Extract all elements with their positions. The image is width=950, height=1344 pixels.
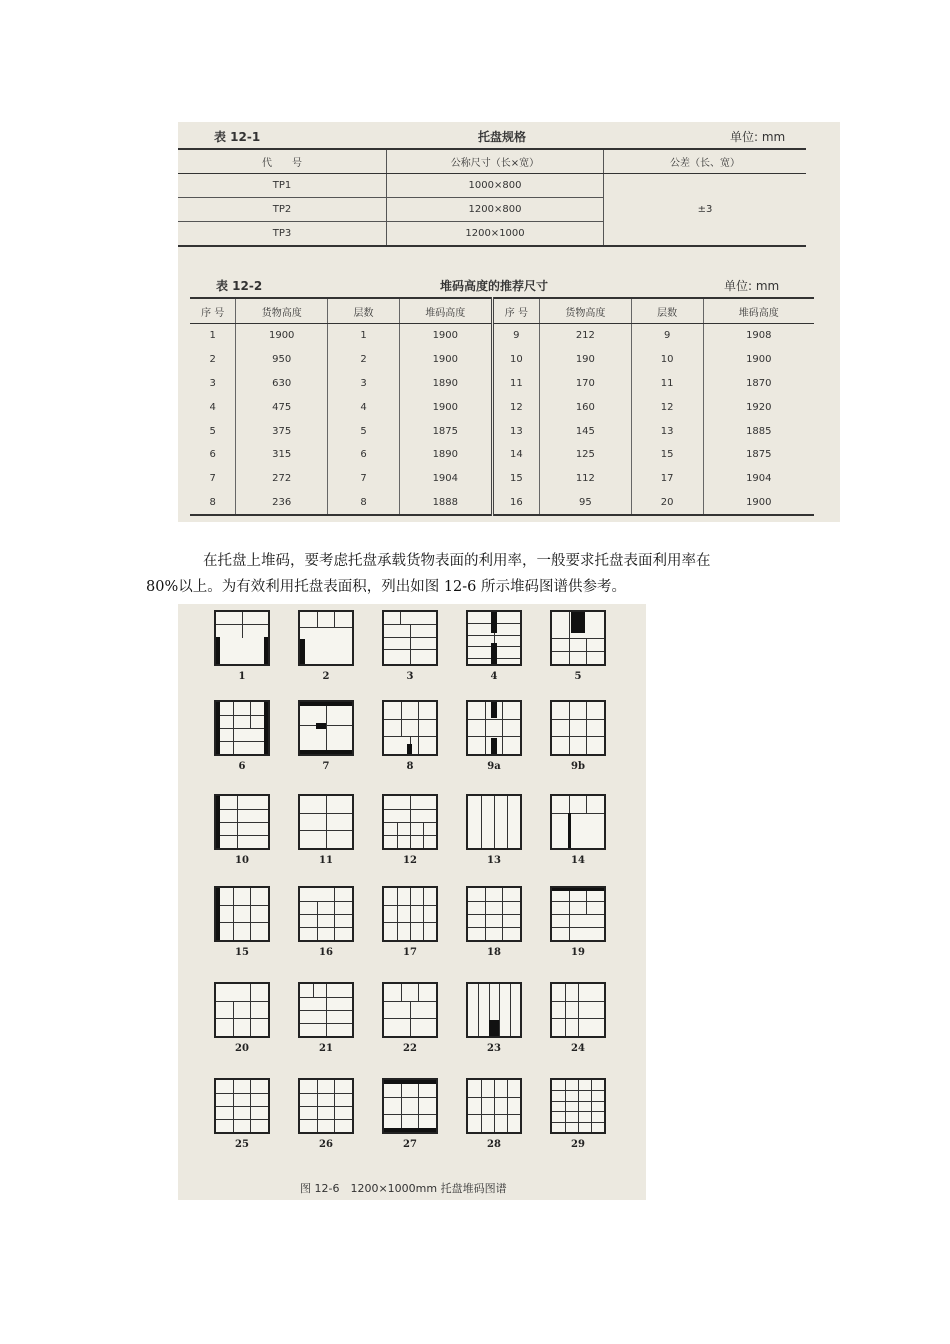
pattern-line bbox=[233, 702, 234, 754]
pattern-line bbox=[410, 888, 411, 940]
pattern-filled-block bbox=[571, 612, 586, 633]
stacking-pattern-diagram bbox=[298, 700, 354, 756]
pattern-line bbox=[481, 796, 482, 848]
pattern-line bbox=[502, 888, 503, 940]
cell-code: TP2 bbox=[178, 198, 387, 222]
pattern-line bbox=[250, 1080, 251, 1132]
col-header-tolerance: 公差（长、宽） bbox=[604, 149, 807, 174]
pattern-line bbox=[591, 1080, 592, 1132]
diagram-label: 29 bbox=[571, 1139, 585, 1150]
pattern-filled-block bbox=[489, 1020, 499, 1036]
diagram-label: 21 bbox=[319, 1043, 333, 1054]
table-cell: 20 bbox=[631, 491, 703, 516]
table-cell: 170 bbox=[540, 372, 632, 396]
table-row bbox=[190, 443, 814, 467]
diagram-label: 8 bbox=[406, 761, 414, 772]
table-cell: 13 bbox=[492, 419, 539, 443]
pattern-line bbox=[468, 927, 520, 928]
pattern-filled-block bbox=[300, 702, 352, 706]
pattern-line bbox=[468, 914, 520, 915]
table-cell: 125 bbox=[540, 443, 632, 467]
diagram-label: 1 bbox=[238, 671, 246, 682]
pattern-line bbox=[494, 796, 495, 848]
table1-title: 托盘规格 bbox=[478, 130, 527, 144]
table-cell: 1 bbox=[209, 330, 216, 342]
diagram-label: 11 bbox=[319, 855, 333, 866]
pattern-filled-block bbox=[216, 637, 220, 664]
stacking-pattern-diagram bbox=[382, 982, 438, 1038]
table-cell: 190 bbox=[540, 348, 632, 372]
pattern-line bbox=[233, 1080, 234, 1132]
pattern-line bbox=[499, 984, 500, 1036]
table-cell: 6 bbox=[328, 443, 400, 467]
pattern-filled-block bbox=[300, 750, 352, 754]
table-cell: 95 bbox=[540, 491, 632, 516]
pattern-line bbox=[586, 888, 587, 914]
table-cell: 15 bbox=[492, 467, 539, 491]
pattern-line bbox=[552, 813, 604, 814]
pattern-line bbox=[418, 1080, 419, 1132]
pattern-filled-block bbox=[384, 1080, 436, 1084]
pattern-line bbox=[410, 796, 411, 848]
table1-number: 表 12-1 bbox=[214, 130, 261, 144]
table-row bbox=[190, 419, 814, 443]
pattern-filled-block bbox=[216, 702, 220, 754]
table-cell: 1900 bbox=[703, 348, 814, 372]
pattern-line bbox=[317, 901, 318, 940]
table-cell: 3 bbox=[209, 377, 216, 389]
pattern-line bbox=[326, 702, 327, 754]
pattern-line bbox=[326, 796, 327, 848]
pattern-line bbox=[334, 1080, 335, 1132]
table-row bbox=[190, 372, 814, 396]
col-header-size: 公称尺寸（长×宽） bbox=[387, 149, 604, 174]
col-header: 序 号 bbox=[492, 298, 539, 324]
pattern-line bbox=[216, 1093, 268, 1094]
col-header: 序 号 bbox=[190, 298, 236, 324]
table-cell: 16 bbox=[492, 491, 539, 516]
col-header: 层数 bbox=[631, 298, 703, 324]
pattern-line bbox=[216, 809, 268, 810]
pattern-line bbox=[250, 888, 251, 940]
pattern-line bbox=[384, 1097, 436, 1098]
cell-size: 1200×800 bbox=[387, 198, 604, 222]
pattern-line bbox=[478, 984, 479, 1036]
pattern-line bbox=[233, 1001, 234, 1036]
pattern-line bbox=[233, 888, 234, 940]
diagram-label: 24 bbox=[571, 1043, 585, 1054]
table-cell: 160 bbox=[540, 395, 632, 419]
diagram-label: 20 bbox=[235, 1043, 249, 1054]
table-cell: 11 bbox=[492, 372, 539, 396]
pattern-line bbox=[507, 796, 508, 848]
table-cell: 1908 bbox=[703, 324, 814, 348]
table-cell: 3 bbox=[328, 372, 400, 396]
table-cell: 10 bbox=[492, 348, 539, 372]
table-cell: 4 bbox=[328, 395, 400, 419]
pattern-line bbox=[565, 1080, 566, 1132]
diagram-label: 4 bbox=[490, 671, 498, 682]
pattern-filled-block bbox=[491, 702, 497, 718]
table-cell: 1890 bbox=[399, 372, 492, 396]
table-cell: 17 bbox=[631, 467, 703, 491]
table2-unit: 单位: mm bbox=[724, 279, 780, 293]
table-cell: 1904 bbox=[703, 467, 814, 491]
pattern-line bbox=[502, 702, 503, 754]
pattern-line bbox=[401, 984, 402, 1001]
diagram-label: 16 bbox=[319, 947, 333, 958]
pattern-line bbox=[300, 901, 352, 902]
table-cell: 8 bbox=[190, 491, 236, 516]
stacking-pattern-diagram bbox=[298, 982, 354, 1038]
col-header: 层数 bbox=[328, 298, 400, 324]
table-row bbox=[190, 348, 814, 372]
stacking-pattern-figure bbox=[178, 604, 646, 1200]
stacking-pattern-diagram bbox=[382, 794, 438, 850]
pattern-line bbox=[216, 728, 268, 729]
pattern-filled-block bbox=[384, 1128, 436, 1132]
stacking-pattern-diagram bbox=[214, 982, 270, 1038]
pattern-line bbox=[423, 888, 424, 940]
cell-size: 1200×1000 bbox=[387, 222, 604, 247]
pattern-line bbox=[552, 638, 604, 639]
table-cell: 212 bbox=[540, 324, 632, 348]
pattern-line bbox=[507, 1080, 508, 1132]
pattern-line bbox=[216, 741, 268, 742]
pattern-line bbox=[468, 736, 520, 737]
table-cell: 13 bbox=[631, 419, 703, 443]
diagram-label: 25 bbox=[235, 1139, 249, 1150]
pattern-line bbox=[578, 984, 579, 1036]
stacking-pattern-diagram bbox=[466, 700, 522, 756]
diagram-label: 9a bbox=[487, 761, 501, 772]
pattern-line bbox=[418, 984, 419, 1001]
table-cell: 2 bbox=[328, 348, 400, 372]
stacking-pattern-diagram bbox=[298, 1078, 354, 1134]
pattern-line bbox=[586, 702, 587, 754]
diagram-label: 23 bbox=[487, 1043, 501, 1054]
pattern-line bbox=[216, 1106, 268, 1107]
pattern-line bbox=[216, 715, 268, 716]
table-cell: 10 bbox=[631, 348, 703, 372]
diagram-label: 9b bbox=[571, 761, 585, 772]
table-cell: 2 bbox=[209, 354, 216, 366]
pattern-filled-block bbox=[264, 637, 268, 664]
pattern-line bbox=[586, 638, 587, 664]
pattern-line bbox=[418, 702, 419, 754]
table-row bbox=[190, 324, 814, 348]
table-cell: 475 bbox=[236, 395, 328, 419]
cell-code: TP3 bbox=[178, 222, 387, 247]
table-cell: 112 bbox=[540, 467, 632, 491]
pattern-line bbox=[326, 984, 327, 1036]
pattern-filled-block bbox=[216, 796, 220, 848]
pattern-line bbox=[494, 1080, 495, 1132]
paragraph-line1: 在托盘上堆码，要考虑托盘承载货物表面的利用率，一般要求托盘表面利用率在 bbox=[203, 553, 711, 569]
table-cell: 12 bbox=[631, 395, 703, 419]
stacking-pattern-diagram bbox=[550, 982, 606, 1038]
stacking-pattern-diagram bbox=[466, 1078, 522, 1134]
table-cell: 375 bbox=[236, 419, 328, 443]
table-row bbox=[190, 491, 814, 516]
pattern-line bbox=[552, 651, 604, 652]
pattern-line bbox=[423, 822, 424, 848]
pattern-line bbox=[400, 612, 401, 624]
pattern-filled-block bbox=[491, 643, 497, 664]
table-cell: 1904 bbox=[399, 467, 492, 491]
table1-unit: 单位: mm bbox=[730, 130, 786, 144]
diagram-label: 3 bbox=[406, 671, 414, 682]
table-cell: 272 bbox=[236, 467, 328, 491]
table-cell: 7 bbox=[209, 473, 216, 485]
pattern-line bbox=[586, 796, 587, 813]
stacking-pattern-diagram bbox=[298, 610, 354, 666]
stacking-pattern-diagram bbox=[466, 794, 522, 850]
pattern-line bbox=[401, 702, 402, 736]
pattern-line bbox=[552, 736, 604, 737]
diagram-label: 17 bbox=[403, 947, 417, 958]
pattern-filled-block bbox=[316, 723, 326, 729]
tables-scan bbox=[178, 122, 840, 522]
diagram-label: 19 bbox=[571, 947, 585, 958]
pattern-filled-block bbox=[568, 813, 571, 848]
table-cell: 1875 bbox=[399, 419, 492, 443]
pattern-filled-block bbox=[552, 888, 604, 891]
diagram-label: 7 bbox=[322, 761, 330, 772]
cell-code: TP1 bbox=[178, 174, 387, 198]
pattern-line bbox=[569, 888, 570, 940]
stacking-pattern-diagram bbox=[382, 610, 438, 666]
diagram-label: 14 bbox=[571, 855, 585, 866]
figure-caption: 图 12-6 1200×1000mm 托盘堆码图谱 bbox=[300, 1182, 507, 1195]
table-row bbox=[190, 395, 814, 419]
paragraph-line2: 80%以上。为有效利用托盘表面积，列出如图 12-6 所示堆码图谱供参考。 bbox=[146, 579, 627, 595]
stacking-pattern-diagram bbox=[214, 700, 270, 756]
col-header: 堆码高度 bbox=[399, 298, 492, 324]
diagram-label: 6 bbox=[238, 761, 246, 772]
col-header: 货物高度 bbox=[540, 298, 632, 324]
stacking-pattern-diagram bbox=[550, 886, 606, 942]
pattern-line bbox=[300, 1119, 352, 1120]
pattern-line bbox=[242, 612, 243, 638]
diagram-label: 28 bbox=[487, 1139, 501, 1150]
stacking-pattern-diagram bbox=[466, 610, 522, 666]
pattern-line bbox=[317, 1080, 318, 1132]
diagram-label: 13 bbox=[487, 855, 501, 866]
stacking-pattern-diagram bbox=[550, 700, 606, 756]
diagram-label: 26 bbox=[319, 1139, 333, 1150]
pattern-line bbox=[216, 1119, 268, 1120]
pattern-line bbox=[384, 719, 436, 720]
table-cell: 1875 bbox=[703, 443, 814, 467]
diagram-label: 5 bbox=[574, 671, 582, 682]
table-cell: 950 bbox=[236, 348, 328, 372]
pattern-line bbox=[317, 612, 318, 627]
pattern-line bbox=[410, 624, 411, 664]
table-cell: 1890 bbox=[399, 443, 492, 467]
pattern-line bbox=[300, 927, 352, 928]
pattern-line bbox=[300, 627, 352, 628]
table-cell: 315 bbox=[236, 443, 328, 467]
pattern-line bbox=[510, 984, 511, 1036]
stacking-pattern-diagram bbox=[550, 610, 606, 666]
pattern-line bbox=[216, 835, 268, 836]
pattern-line bbox=[300, 914, 352, 915]
pattern-line bbox=[334, 612, 335, 627]
pattern-filled-block bbox=[491, 738, 497, 754]
diagram-label: 15 bbox=[235, 947, 249, 958]
pattern-line bbox=[401, 1080, 402, 1132]
diagram-label: 2 bbox=[322, 671, 330, 682]
pattern-line bbox=[468, 719, 520, 720]
table-cell: 1900 bbox=[703, 491, 814, 516]
pattern-filled-block bbox=[407, 744, 412, 754]
col-header: 货物高度 bbox=[236, 298, 328, 324]
table-cell: 5 bbox=[328, 419, 400, 443]
pattern-filled-block bbox=[264, 702, 268, 754]
stacking-pattern-diagram bbox=[382, 700, 438, 756]
pattern-line bbox=[485, 702, 486, 754]
table-cell: 1888 bbox=[399, 491, 492, 516]
pattern-line bbox=[485, 888, 486, 940]
table-cell: 1900 bbox=[399, 395, 492, 419]
stacking-pattern-diagram bbox=[298, 794, 354, 850]
stacking-pattern-diagram bbox=[466, 982, 522, 1038]
table-cell: 4 bbox=[209, 401, 216, 413]
pattern-line bbox=[384, 1114, 436, 1115]
cell-tolerance: ±3 bbox=[604, 174, 807, 247]
table-cell: 5 bbox=[209, 425, 216, 437]
pattern-line bbox=[216, 922, 268, 923]
table-cell: 1885 bbox=[703, 419, 814, 443]
table-cell: 15 bbox=[631, 443, 703, 467]
table-cell: 9 bbox=[492, 324, 539, 348]
table-cell: 7 bbox=[328, 467, 400, 491]
pattern-line bbox=[216, 822, 268, 823]
table2-title: 堆码高度的推荐尺寸 bbox=[440, 279, 549, 293]
pattern-line bbox=[481, 1080, 482, 1132]
pattern-line bbox=[565, 984, 566, 1036]
pattern-line bbox=[300, 1093, 352, 1094]
diagram-label: 27 bbox=[403, 1139, 417, 1150]
pattern-line bbox=[250, 702, 251, 728]
diagram-label: 22 bbox=[403, 1043, 417, 1054]
pattern-line bbox=[237, 796, 238, 848]
table-cell: 145 bbox=[540, 419, 632, 443]
table-cell: 11 bbox=[631, 372, 703, 396]
stacking-pattern-diagram bbox=[550, 1078, 606, 1134]
diagram-label: 10 bbox=[235, 855, 249, 866]
pattern-line bbox=[334, 888, 335, 940]
stacking-pattern-diagram bbox=[298, 886, 354, 942]
stacking-pattern-diagram bbox=[466, 886, 522, 942]
table-cell: 1900 bbox=[236, 324, 328, 348]
diagram-label: 12 bbox=[403, 855, 417, 866]
stacking-pattern-diagram bbox=[214, 1078, 270, 1134]
table-cell: 1900 bbox=[399, 348, 492, 372]
col-header: 堆码高度 bbox=[703, 298, 814, 324]
pattern-line bbox=[552, 901, 604, 902]
table-cell: 236 bbox=[236, 491, 328, 516]
table-cell: 1900 bbox=[399, 324, 492, 348]
table-cell: 9 bbox=[631, 324, 703, 348]
pattern-line bbox=[313, 984, 314, 997]
pattern-filled-block bbox=[300, 639, 305, 664]
table-cell: 1 bbox=[328, 324, 400, 348]
table-cell: 1920 bbox=[703, 395, 814, 419]
pattern-line bbox=[468, 901, 520, 902]
pattern-line bbox=[410, 1001, 411, 1036]
stacking-pattern-diagram bbox=[214, 886, 270, 942]
stacking-height-table bbox=[190, 297, 814, 516]
pattern-filled-block bbox=[216, 888, 220, 940]
table-row bbox=[190, 467, 814, 491]
pattern-line bbox=[397, 822, 398, 848]
stacking-pattern-diagram bbox=[214, 794, 270, 850]
pattern-line bbox=[552, 914, 604, 915]
pattern-line bbox=[552, 719, 604, 720]
stacking-pattern-diagram bbox=[382, 1078, 438, 1134]
pattern-line bbox=[397, 888, 398, 940]
pattern-line bbox=[216, 905, 268, 906]
pattern-filled-block bbox=[491, 612, 497, 633]
stacking-pattern-diagram bbox=[550, 794, 606, 850]
pattern-line bbox=[569, 702, 570, 754]
stacking-pattern-diagram bbox=[382, 886, 438, 942]
cell-size: 1000×800 bbox=[387, 174, 604, 198]
table-cell: 14 bbox=[492, 443, 539, 467]
table-cell: 12 bbox=[492, 395, 539, 419]
table-cell: 6 bbox=[209, 449, 216, 461]
table-cell: 630 bbox=[236, 372, 328, 396]
pattern-line bbox=[552, 927, 604, 928]
pattern-line bbox=[216, 1018, 268, 1019]
table-cell: 1870 bbox=[703, 372, 814, 396]
table-cell: 8 bbox=[328, 491, 400, 516]
pattern-line bbox=[216, 1001, 268, 1002]
col-header-code: 代 号 bbox=[178, 149, 387, 174]
table2-number: 表 12-2 bbox=[216, 279, 263, 293]
pattern-line bbox=[250, 984, 251, 1036]
pattern-line bbox=[578, 1080, 579, 1132]
pattern-line bbox=[300, 1106, 352, 1107]
pallet-spec-table bbox=[178, 148, 806, 247]
table-row bbox=[178, 174, 806, 198]
stacking-pattern-diagram bbox=[214, 610, 270, 666]
diagram-label: 18 bbox=[487, 947, 501, 958]
